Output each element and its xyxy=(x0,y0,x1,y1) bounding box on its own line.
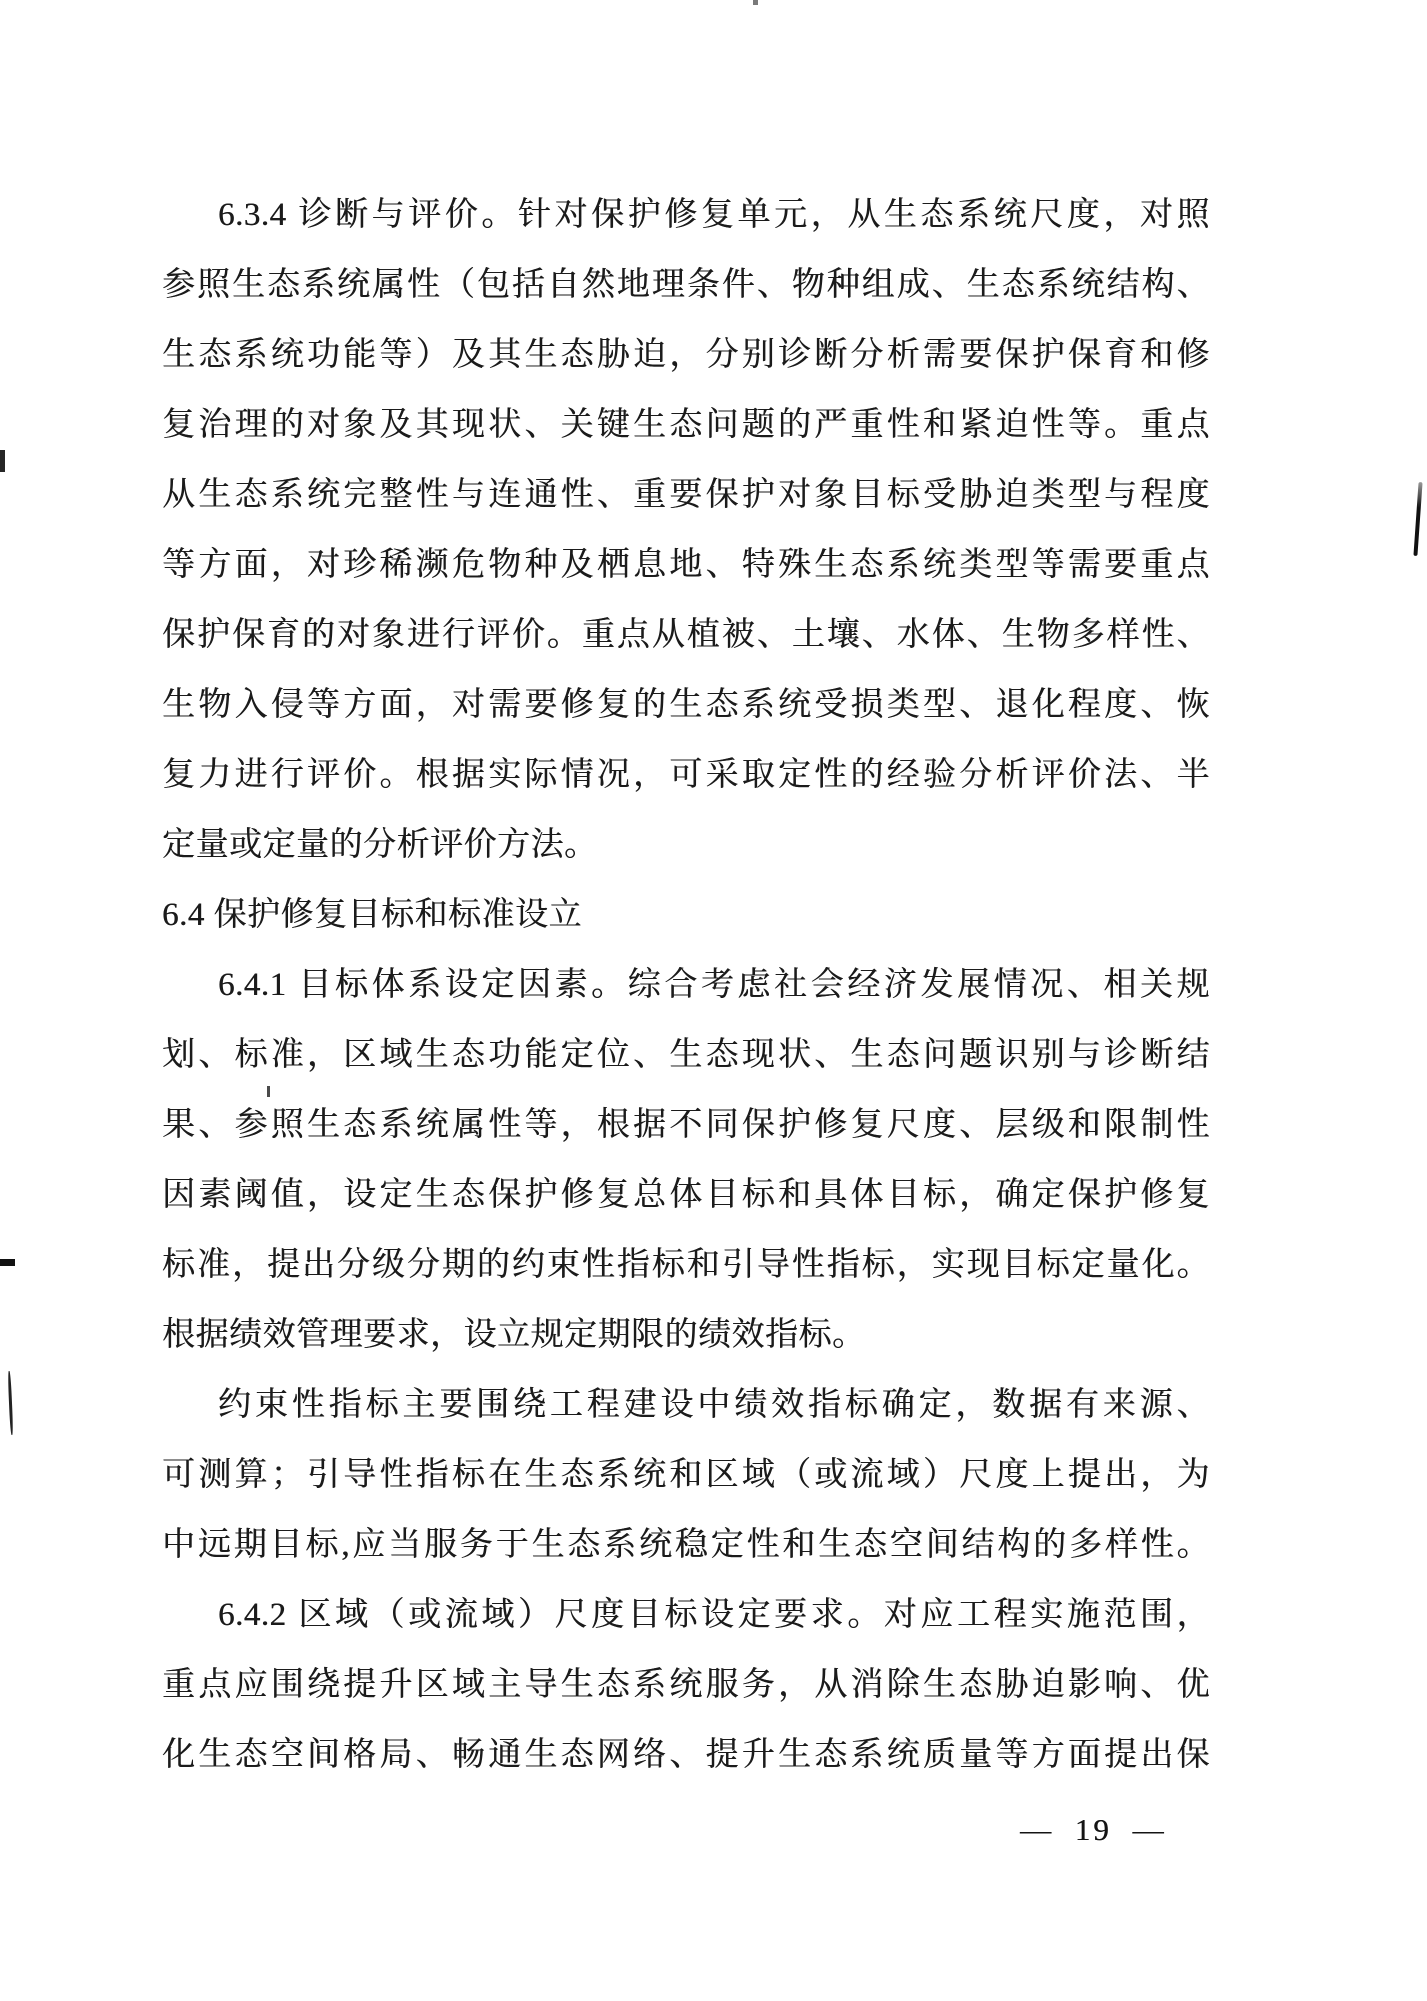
scan-artifact-top-speck xyxy=(753,0,758,5)
text-line: 定量或定量的分析评价方法。 xyxy=(162,827,598,863)
text-line-section-6-4-1: 6.4.1 目标体系设定因素。综合考虑社会经济发展情况、相关规 xyxy=(218,967,1210,1003)
heading-section-6-4: 6.4 保护修复目标和标准设立 xyxy=(162,897,582,933)
scan-artifact-left-tick xyxy=(0,450,5,472)
text-line: 果、参照生态系统属性等，根据不同保护修复尺度、层级和限制性 xyxy=(162,1107,1210,1143)
scan-artifact-small-tick xyxy=(267,1086,270,1097)
text-line: 复治理的对象及其现状、关键生态问题的严重性和紧迫性等。重点 xyxy=(162,407,1210,443)
text-line: 标准，提出分级分期的约束性指标和引导性指标，实现目标定量化。 xyxy=(162,1247,1210,1283)
text-line: 中远期目标,应当服务于生态系统稳定性和生态空间结构的多样性。 xyxy=(162,1527,1210,1563)
text-line-section-6-3-4: 6.3.4 诊断与评价。针对保护修复单元，从生态系统尺度，对照 xyxy=(218,197,1210,233)
page-number: — 19 — xyxy=(1020,1812,1167,1847)
text-line: 从生态系统完整性与连通性、重要保护对象目标受胁迫类型与程度 xyxy=(162,477,1210,513)
scan-artifact-left-dash xyxy=(0,1259,15,1266)
text-line: 生物入侵等方面，对需要修复的生态系统受损类型、退化程度、恢 xyxy=(162,687,1210,723)
text-line: 重点应围绕提升区域主导生态系统服务，从消除生态胁迫影响、优 xyxy=(162,1667,1210,1703)
text-line: 生态系统功能等）及其生态胁迫，分别诊断分析需要保护保育和修 xyxy=(162,337,1210,373)
text-line: 划、标准，区域生态功能定位、生态现状、生态问题识别与诊断结 xyxy=(162,1037,1210,1073)
text-line: 保护保育的对象进行评价。重点从植被、土壤、水体、生物多样性、 xyxy=(162,617,1210,653)
text-line: 等方面，对珍稀濒危物种及栖息地、特殊生态系统类型等需要重点 xyxy=(162,547,1210,583)
text-line: 复力进行评价。根据实际情况，可采取定性的经验分析评价法、半 xyxy=(162,757,1210,793)
scan-artifact-right-stroke xyxy=(1413,482,1422,556)
scan-artifact-left-curve xyxy=(8,1371,14,1435)
text-line: 因素阈值，设定生态保护修复总体目标和具体目标，确定保护修复 xyxy=(162,1177,1210,1213)
text-line: 根据绩效管理要求，设立规定期限的绩效指标。 xyxy=(162,1317,866,1353)
text-line-section-6-4-2: 6.4.2 区域（或流域）尺度目标设定要求。对应工程实施范围， xyxy=(218,1597,1210,1633)
text-line: 可测算；引导性指标在生态系统和区域（或流域）尺度上提出，为 xyxy=(162,1457,1210,1493)
text-line: 化生态空间格局、畅通生态网络、提升生态系统质量等方面提出保 xyxy=(162,1737,1210,1773)
text-block xyxy=(162,180,1210,1790)
text-line: 参照生态系统属性（包括自然地理条件、物种组成、生态系统结构、 xyxy=(162,267,1210,303)
text-line: 约束性指标主要围绕工程建设中绩效指标确定，数据有来源、 xyxy=(218,1387,1210,1423)
